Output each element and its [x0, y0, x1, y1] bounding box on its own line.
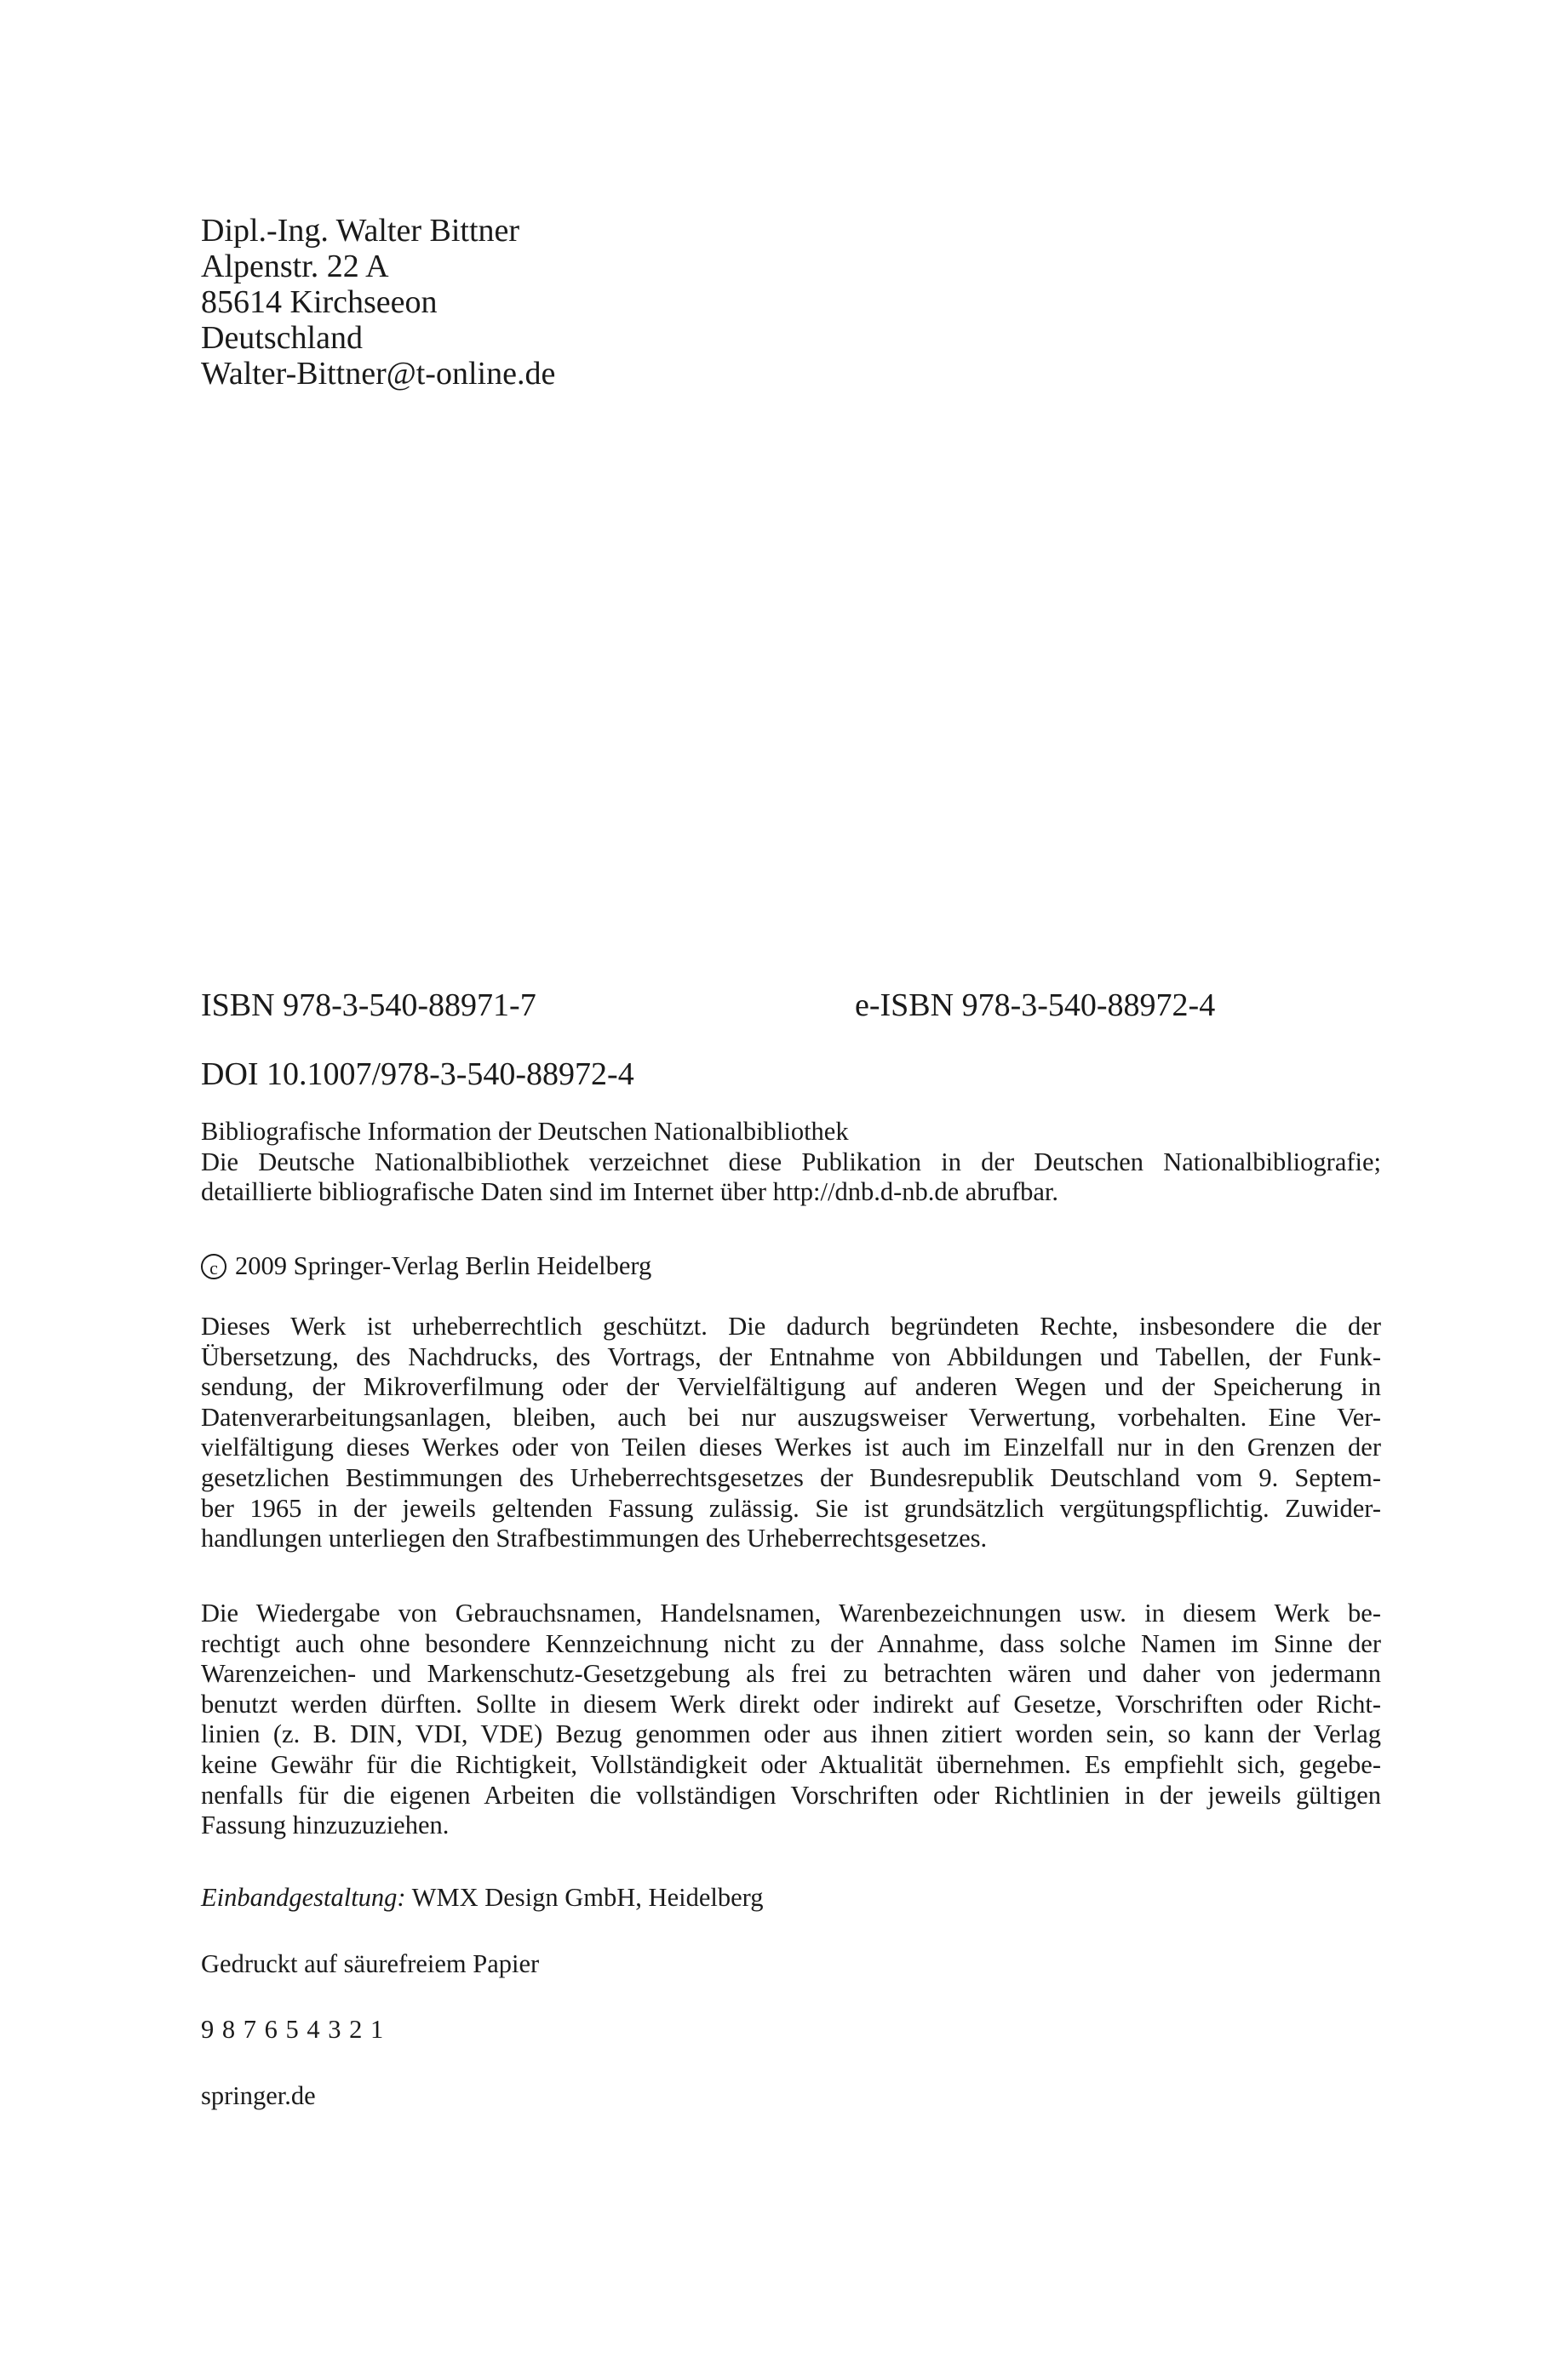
- website: springer.de: [201, 2081, 316, 2110]
- legal-line: benutzt werden dürften. Sollte in diesem Werk direkt oder indirekt auf Gesetze, Vorschriften oder Richt-: [201, 1689, 1381, 1719]
- cover-design: [201, 1883, 1381, 1914]
- cover-design-label: Einbandgestaltung:: [201, 1883, 406, 1912]
- author-city: 85614 Kirchseeon: [201, 284, 438, 320]
- bibliographic-line-2: detaillierte bibliografische Daten sind im Internet über http://dnb.d-nb.de abrufbar.: [201, 1177, 1059, 1207]
- e-isbn: e-ISBN 978-3-540-88972-4: [855, 987, 1216, 1023]
- author-address: [201, 213, 1381, 392]
- copyright-text: 2009 Springer-Verlag Berlin Heidelberg: [235, 1251, 652, 1280]
- print-line: 9 8 7 6 5 4 3 2 1: [201, 2015, 385, 2044]
- legal-line: nenfalls für die eigenen Arbeiten die vollständigen Vorschriften oder Richtlinien in der jeweils gültigen: [201, 1780, 1381, 1810]
- legal-line: sendung, der Mikroverfilmung oder der Vervielfältigung auf anderen Wegen und der Speicherung in: [201, 1372, 1381, 1402]
- bibliographic-information: [201, 1117, 1381, 1208]
- legal-paragraph-trademarks: [201, 1599, 1381, 1841]
- legal-line: keine Gewähr für die Richtigkeit, Vollständigkeit oder Aktualität übernehmen. Es empfiehlt sich, gegebe-: [201, 1749, 1381, 1779]
- legal-line: vielfältigung dieses Werkes oder von Teilen dieses Werkes ist auch im Einzelfall nur in den Grenzen der: [201, 1433, 1381, 1462]
- copyright-icon: c: [201, 1254, 226, 1279]
- legal-line: gesetzlichen Bestimmungen des Urheberrechtsgesetzes der Bundesrepublik Deutschland vom 9. Septem-: [201, 1462, 1381, 1492]
- legal-line: rechtigt auch ohne besondere Kennzeichnung nicht zu der Annahme, dass solche Namen im Sinne der: [201, 1628, 1381, 1658]
- author-street: Alpenstr. 22 A: [201, 249, 389, 284]
- isbn-row: [201, 987, 1381, 1023]
- bibliographic-line-1: Die Deutsche Nationalbibliothek verzeichnet diese Publikation in der Deutschen Nationalbibliografie;: [201, 1147, 1381, 1176]
- legal-line: ber 1965 in der jeweils geltenden Fassung zulässig. Sie ist grundsätzlich vergütungspflichtig. Zuwider-: [201, 1493, 1381, 1523]
- legal-line: Warenzeichen- und Markenschutz-Gesetzgebung als frei zu betrachten wären und daher von jedermann: [201, 1659, 1381, 1689]
- author-name: Dipl.-Ing. Walter Bittner: [201, 213, 520, 249]
- copyright-notice: [201, 1251, 1381, 1282]
- author-country: Deutschland: [201, 320, 363, 356]
- legal-line: Dieses Werk ist urheberrechtlich geschützt. Die dadurch begründeten Rechte, insbesondere die der: [201, 1312, 1381, 1341]
- legal-paragraph-copyright: [201, 1312, 1381, 1554]
- legal-line: linien (z. B. DIN, VDI, VDE) Bezug genommen oder aus ihnen zitiert worden sein, so kann der Verlag: [201, 1719, 1381, 1749]
- legal-line: Datenverarbeitungsanlagen, bleiben, auch bei nur auszugsweiser Verwertung, vorbehalten. Eine Ver-: [201, 1402, 1381, 1432]
- legal-line: handlungen unterliegen den Strafbestimmungen des Urheberrechtsgesetzes.: [201, 1524, 988, 1553]
- legal-line: Fassung hinzuzuziehen.: [201, 1811, 450, 1840]
- legal-line: Übersetzung, des Nachdrucks, des Vortrags, der Entnahme von Abbildungen und Tabellen, der Funk-: [201, 1342, 1381, 1371]
- doi: DOI 10.1007/978-3-540-88972-4: [201, 1056, 634, 1092]
- bibliographic-heading: Bibliografische Information der Deutschen Nationalbibliothek: [201, 1117, 849, 1146]
- legal-line: Die Wiedergabe von Gebrauchsnamen, Handelsnamen, Warenbezeichnungen usw. in diesem Werk be-: [201, 1599, 1381, 1628]
- isbn: ISBN 978-3-540-88971-7: [201, 987, 536, 1023]
- cover-design-value: WMX Design GmbH, Heidelberg: [411, 1883, 764, 1912]
- author-email: Walter-Bittner@t-online.de: [201, 356, 556, 392]
- paper-note: Gedruckt auf säurefreiem Papier: [201, 1949, 540, 1978]
